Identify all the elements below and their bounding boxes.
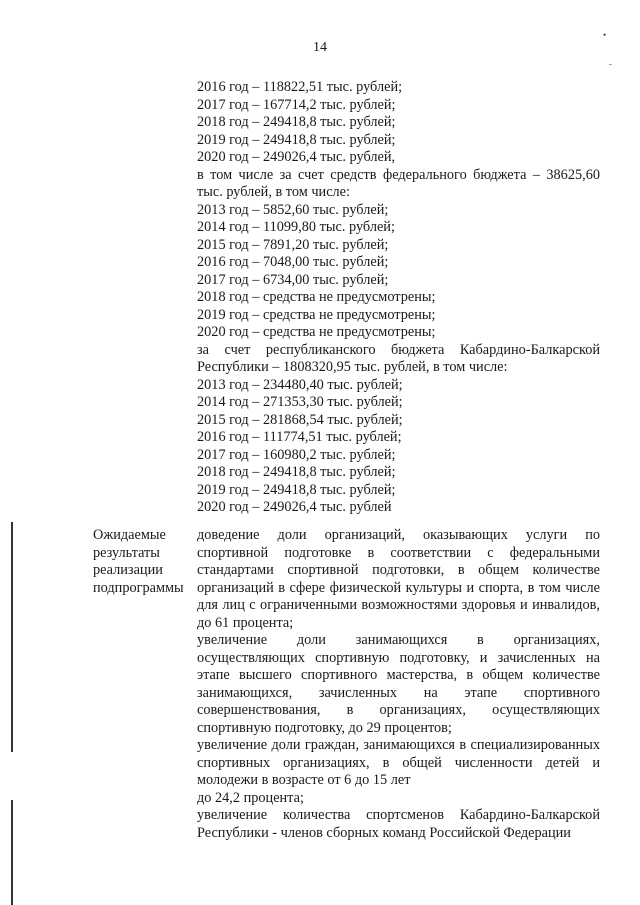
federal-intro: в том числе за счет средств федерального бюджета – 38625,60 тыс. рублей, в том числе:: [197, 166, 600, 200]
republic-line: 2019 год – 249418,8 тыс. рублей;: [197, 481, 396, 498]
federal-line: 2017 год – 6734,00 тыс. рублей;: [197, 271, 389, 288]
page-number: 14: [313, 40, 327, 55]
results-label: [93, 527, 193, 597]
funding-line: 2019 год – 249418,8 тыс. рублей;: [197, 131, 396, 148]
results-block: [197, 527, 600, 842]
results-paragraph: увеличение доли занимающихся в организациях, осуществляющих спортивную подготовку, и зачисленных на этапе высшего спортивного мастерства, в общем количестве занимающихся, зачисленных на этапе спортивного совершенствования, в организациях, осуществляющих спортивную подготовку, до 29 процентов;: [197, 632, 600, 736]
results-paragraph: увеличение доли граждан, занимающихся в специализированных спортивных организациях, в общей численности детей и молодежи в возрасте от 6 до 15 лет: [197, 737, 600, 788]
margin-rule: [11, 522, 13, 752]
funding-line: 2017 год – 167714,2 тыс. рублей;: [197, 96, 396, 113]
funding-block: [197, 79, 600, 517]
republic-line: 2020 год – 249026,4 тыс. рублей: [197, 499, 392, 515]
federal-line: 2018 год – средства не предусмотрены;: [197, 289, 436, 305]
scan-mark: •: [603, 30, 607, 40]
federal-line: 2019 год – средства не предусмотрены;: [197, 306, 436, 323]
results-label-line: реализации: [93, 562, 163, 578]
federal-line: 2016 год – 7048,00 тыс. рублей;: [197, 254, 389, 270]
results-label-line: результаты: [93, 544, 160, 561]
results-paragraph: доведение доли организаций, оказывающих услуги по спортивной подготовке в соответствии с федеральными стандартами спортивной подготовки, в общем количестве организаций в сфере физической культуры и спорта, в том числе для лиц с ограниченными возможностями здоровья и инвалидов, до 61 процента;: [197, 527, 600, 631]
federal-line: 2015 год – 7891,20 тыс. рублей;: [197, 236, 389, 253]
funding-line: 2016 год – 118822,51 тыс. рублей;: [197, 79, 403, 95]
republic-line: 2013 год – 234480,40 тыс. рублей;: [197, 376, 403, 393]
results-paragraph: увеличение количества спортсменов Кабардино-Балкарской Республики - членов сборных команд Российской Федерации: [197, 807, 600, 841]
federal-line: 2020 год – средства не предусмотрены;: [197, 324, 436, 340]
republic-line: 2017 год – 160980,2 тыс. рублей;: [197, 446, 396, 463]
funding-line: 2020 год – 249026,4 тыс. рублей,: [197, 149, 396, 165]
republic-line: 2018 год – 249418,8 тыс. рублей;: [197, 464, 396, 480]
republic-line: 2016 год – 111774,51 тыс. рублей;: [197, 429, 402, 445]
results-label-line: Ожидаемые: [93, 527, 166, 543]
results-label-line: подпрограммы: [93, 579, 184, 596]
republic-line: 2014 год – 271353,30 тыс. рублей;: [197, 394, 403, 410]
republic-line: 2015 год – 281868,54 тыс. рублей;: [197, 411, 403, 428]
federal-line: 2014 год – 11099,80 тыс. рублей;: [197, 219, 395, 235]
scan-mark: ˉ: [609, 62, 612, 72]
funding-line: 2018 год – 249418,8 тыс. рублей;: [197, 114, 396, 130]
federal-line: 2013 год – 5852,60 тыс. рублей;: [197, 201, 389, 218]
results-paragraph: до 24,2 процента;: [197, 789, 304, 806]
margin-rule: [11, 800, 13, 905]
republic-intro: за счет республиканского бюджета Кабардино-Балкарской Республики – 1808320,95 тыс. рублей, в том числе:: [197, 341, 600, 375]
